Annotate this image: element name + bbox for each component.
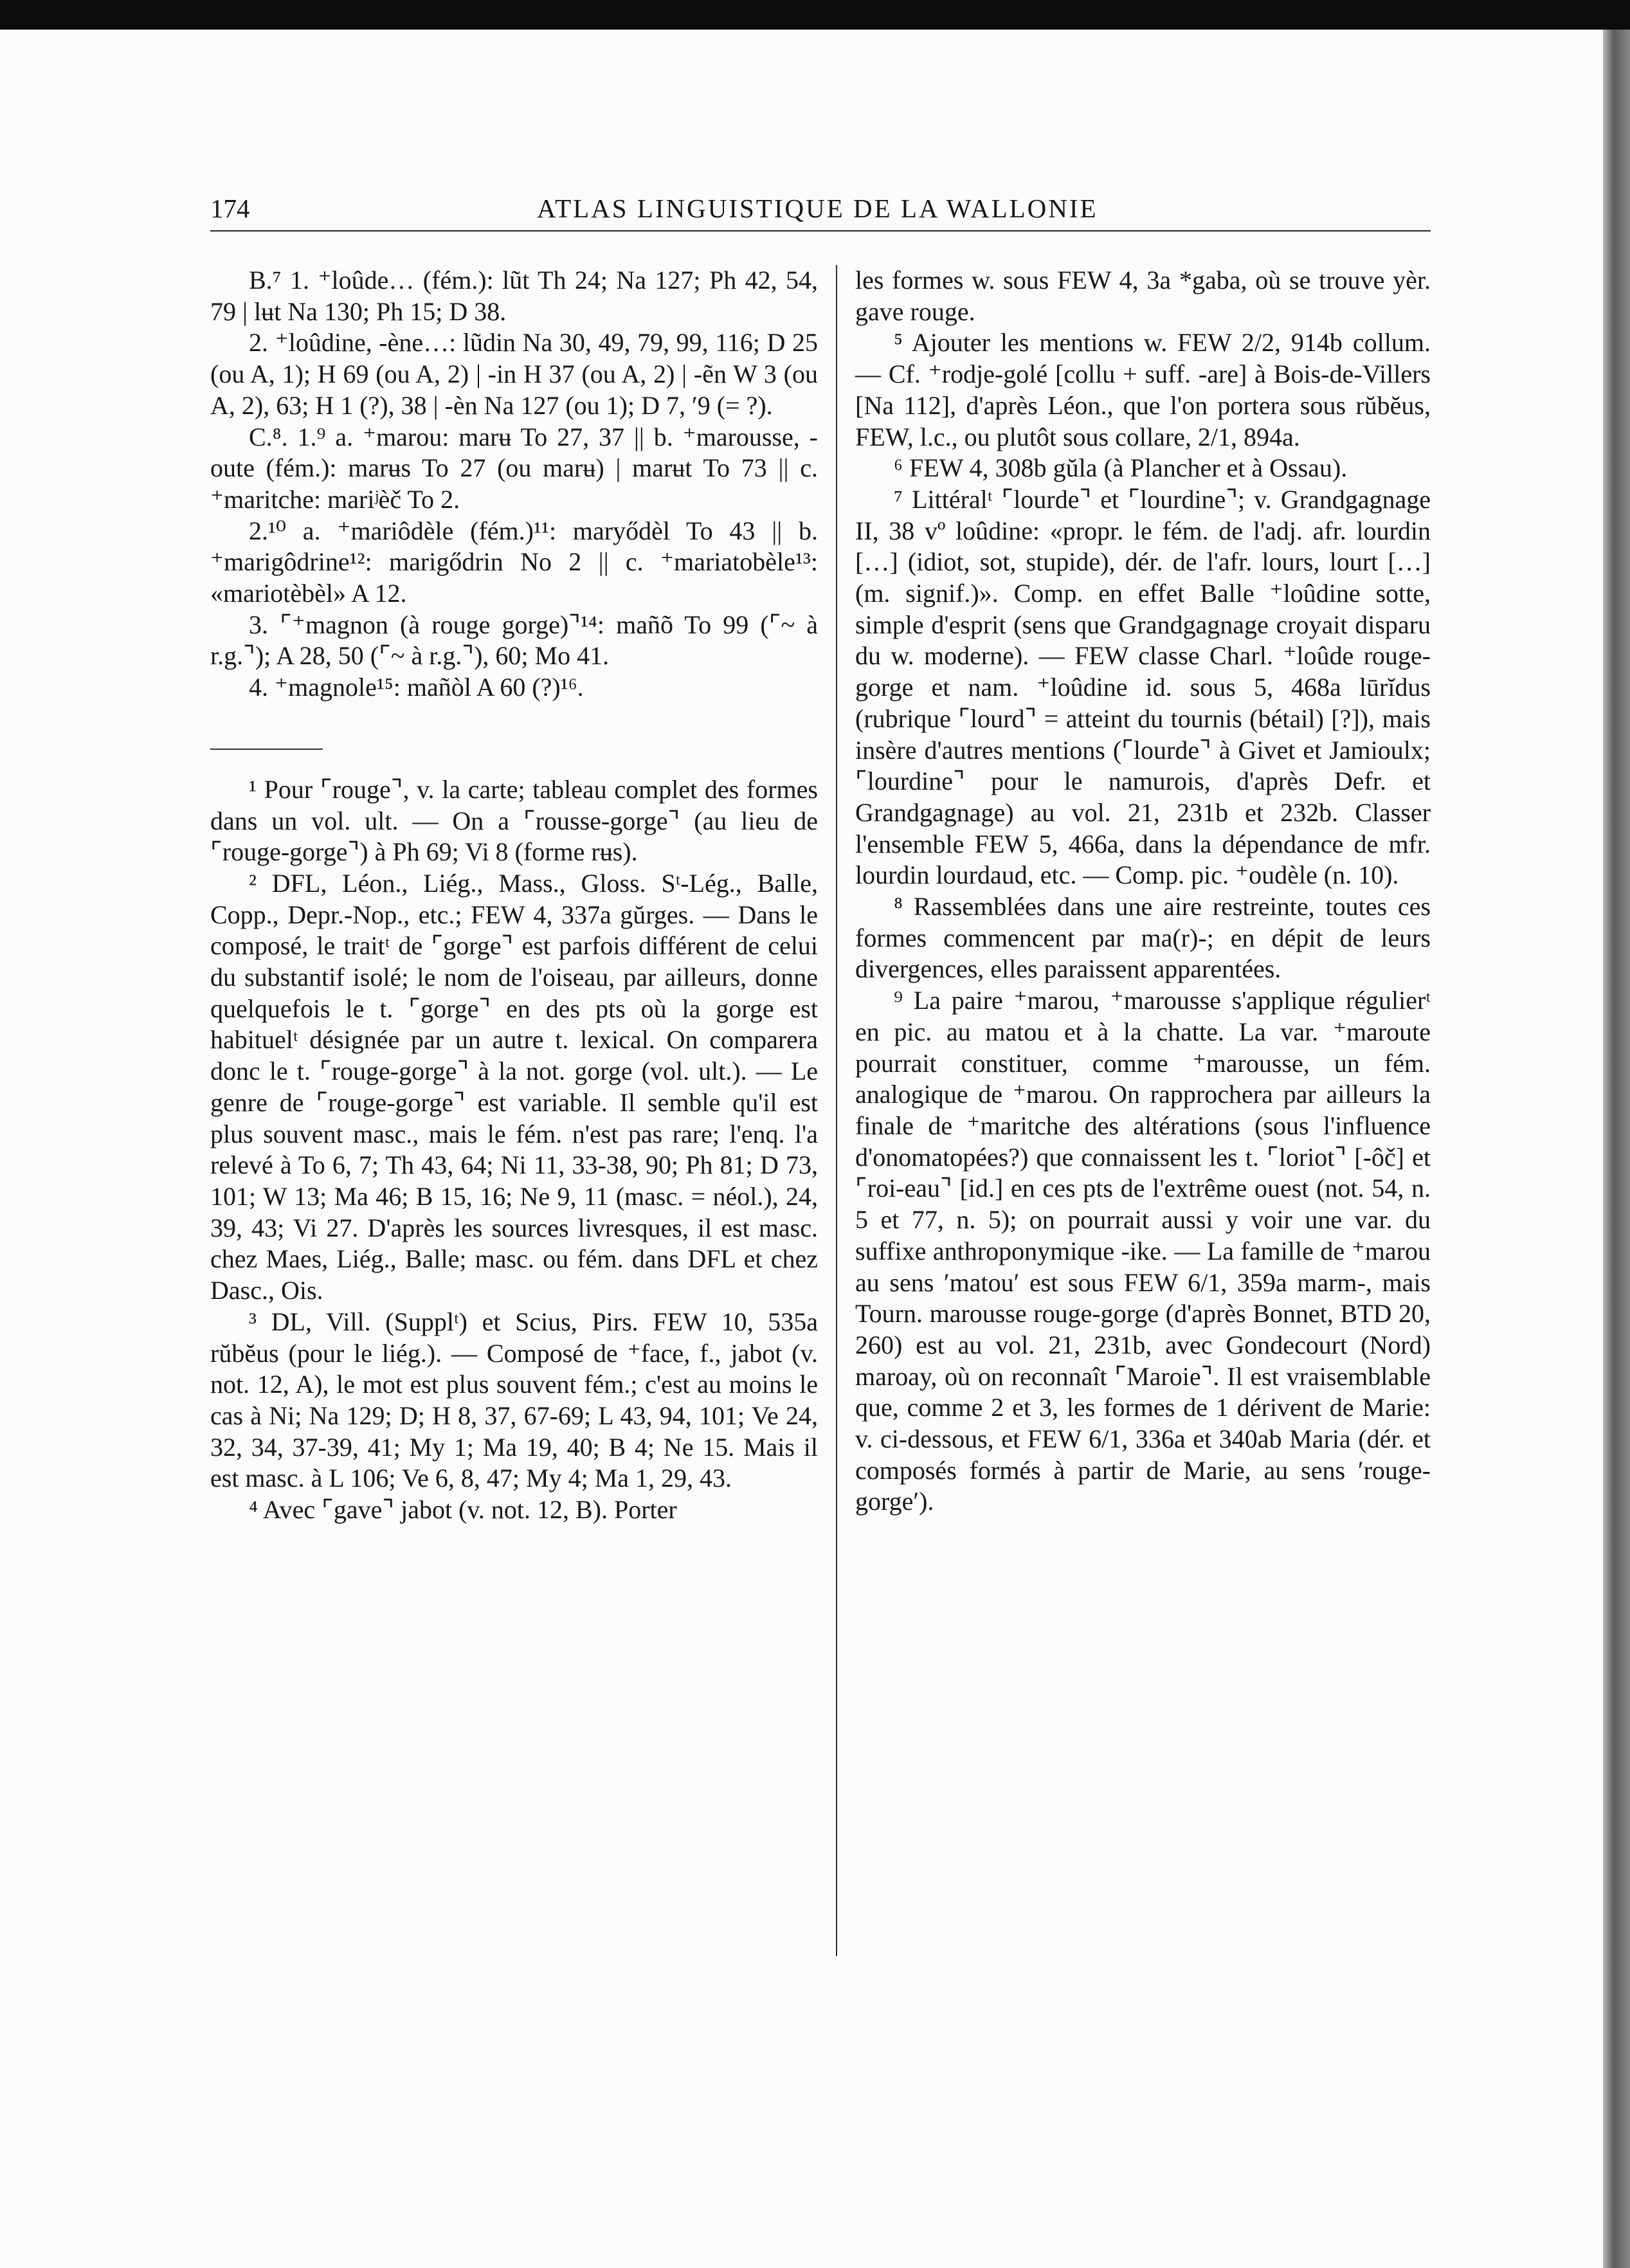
header-rule xyxy=(210,230,1431,231)
left-column xyxy=(210,265,818,1526)
page-header xyxy=(210,193,1431,231)
entry-b: B.⁷ 1. ⁺loûde… (fém.): lũt Th 24; Na 127; Ph 42, 54, 79 | lʉt Na 130; Ph 15; D 38. xyxy=(210,266,818,326)
footnote-3: ³ DL, Vill. (Supplᵗ) et Scius, Pirs. FEW 10, 535a rŭbĕus (pour le liég.). — Composé de ⁺face, f., jabot (v. not. 12, A), le mot est plus souvent fém.; c'est au moins le cas à Ni; Na 129; D; H 8, 37, 67-69; L 43, 94, 101; Ve 24, 32, 34, 37-39, 41; My 1; Ma 19, 40; B 4; Ne 15. Mais il est masc. à L 106; Ve 6, 8, 47; My 4; Ma 1, 29, 43. xyxy=(210,1307,818,1493)
footnote-9: ⁹ La paire ⁺marou, ⁺marousse s'applique régulierᵗ en pic. au matou et à la chatte. La var. ⁺maroute pourrait constituer, comme ⁺marousse, un fém. analogique de ⁺marou. On rapprochera par ailleurs la finale de ⁺maritche des altérations (sous l'influence d'onomatopées?) que connaissent les t. ⌜loriot⌝ [-ôč] et ⌜roi-eau⌝ [id.] en ces pts de l'extrême ouest (not. 54, n. 5 et 77, n. 5); on pourrait aussi y voir une var. du suffixe anthroponymique -ike. — La famille de ⁺marou au sens ′matou′ est sous FEW 6/1, 359a marm-, mais Tourn. marousse rouge-gorge (d'après Bonnet, BTD 20, 260) est au vol. 21, 231b, avec Gondecourt (Nord) maroay, où on reconnaît ⌜Maroie⌝. Il est vraisemblable que, comme 2 et 3, les formes de 1 dérivent de Marie: v. ci-dessous, et FEW 6/1, 336a et 340ab Maria (dér. et composés formés à partir de Marie, au sens ′rouge-gorge′). xyxy=(855,986,1431,1516)
scan-top-border xyxy=(0,0,1630,30)
running-title: ATLAS LINGUISTIQUE DE LA WALLONIE xyxy=(537,194,1098,223)
footnote-separator xyxy=(210,748,323,750)
entry-c2: 2.¹⁰ a. ⁺mariôdèle (fém.)¹¹: maryődèl To 43 || b. ⁺marigôdrine¹²: marigődrin No 2 || c. ⁺mariatobèle¹³: «mariotèbèl» A 12. xyxy=(210,516,818,608)
right-column xyxy=(855,265,1431,1518)
entry-c: C.⁸. 1.⁹ a. ⁺marou: marʉ To 27, 37 || b. ⁺marousse, -oute (fém.): marʉs To 27 (ou marʉ) | marʉt To 73 || c. ⁺maritche: mariʲèč To 2. xyxy=(210,422,818,514)
entry-b2: 2. ⁺loûdine, -ène…: lũdin Na 30, 49, 79, 99, 116; D 25 (ou A, 1); H 69 (ou A, 2) | -in H 37 (ou A, 2) | -ẽn W 3 (ou A, 2), 63; H 1 (?), 38 | -èn Na 127 (ou 1); D 7, ′9 (= ?). xyxy=(210,328,818,420)
footnote-4: ⁴ Avec ⌜gave⌝ jabot (v. not. 12, B). Porter xyxy=(249,1495,677,1525)
footnote-2: ² DFL, Léon., Liég., Mass., Gloss. Sᵗ-Lég., Balle, Copp., Depr.-Nop., etc.; FEW 4, 337a gŭrges. — Dans le composé, le traitᵗ de ⌜gorge⌝ est parfois différent de celui du substantif isolé; le nom de l'oiseau, par ailleurs, donne quelquefois le t. ⌜gorge⌝ en des pts où la gorge est habituelᵗ désignée par un autre t. lexical. On comparera donc le t. ⌜rouge-gorge⌝ à la not. gorge (vol. ult.). — Le genre de ⌜rouge-gorge⌝ est variable. Il semble qu'il est plus souvent masc., mais le fém. n'est pas rare; l'enq. l'a relevé à To 6, 7; Th 43, 64; Ni 11, 33-38, 90; Ph 81; D 73, 101; W 13; Ma 46; B 15, 16; Ne 9, 11 (masc. = néol.), 24, 39, 43; Vi 27. D'après les sources livresques, il est masc. chez Maes, Liég., Balle; masc. ou fém. dans DFL et chez Dasc., Ois. xyxy=(210,868,818,1305)
page-number: 174 xyxy=(210,194,250,223)
footnote-1: ¹ Pour ⌜rouge⌝, v. la carte; tableau complet des formes dans un vol. ult. — On a ⌜rousse-gorge⌝ (au lieu de ⌜rouge-gorge⌝) à Ph 69; Vi 8 (forme rʉs). xyxy=(210,774,818,867)
footnote-5: ⁵ Ajouter les mentions w. FEW 2/2, 914b collum. — Cf. ⁺rodje-golé [collu + suff. -are] à Bois-de-Villers [Na 112], d'après Léon., que l'on portera sous rŭbĕus, FEW, l.c., ou plutôt sous collare, 2/1, 894a. xyxy=(855,328,1431,451)
footnote-7: ⁷ Littéralᵗ ⌜lourde⌝ et ⌜lourdine⌝; v. Grandgagnage II, 38 vº loûdine: «propr. le fém. de l'adj. afr. lourdin […] (idiot, sot, stupide), dér. de l'afr. lours, lourt […] (m. signif.)». Comp. en effet Balle ⁺loûdine sotte, simple d'esprit (sens que Grandgagnage croyait disparu du w. moderne). — FEW classe Charl. ⁺loûde rouge-gorge et nam. ⁺loûdine id. sous 5, 468a lūrĭdus (rubrique ⌜lourd⌝ = atteint du tournis (bétail) [?]), mais insère d'autres mentions (⌜lourde⌝ à Givet et Jamioulx; ⌜lourdine⌝ pour le namurois, d'après Defr. et Grandgagnage) au vol. 21, 231b et 232b. Classer l'ensemble FEW 5, 466a, dans la dépendance de mfr. lourdin lourdaud, etc. — Comp. pic. ⁺oudèle (n. 10). xyxy=(855,484,1431,890)
footnote-4-continued: les formes w. sous FEW 4, 3a *gaba, où se trouve yèr. gave rouge. xyxy=(855,266,1431,326)
footnote-6: ⁶ FEW 4, 308b gŭla (à Plancher et à Ossau). xyxy=(894,453,1348,483)
entry-c4: 4. ⁺magnole¹⁵: mañòl A 60 (?)¹⁶. xyxy=(249,673,584,702)
footnote-8: ⁸ Rassemblées dans une aire restreinte, toutes ces formes commencent par ma(r)-; en dépit de leurs divergences, elles paraissent apparentées. xyxy=(855,892,1431,984)
entry-c3: 3. ⌜⁺magnon (à rouge gorge)⌝¹⁴: mañõ To 99 (⌜~ à r.g.⌝); A 28, 50 (⌜~ à r.g.⌝), 60; Mo 41. xyxy=(210,610,818,671)
scan-right-edge xyxy=(1603,30,1630,2268)
column-divider xyxy=(836,265,837,1956)
